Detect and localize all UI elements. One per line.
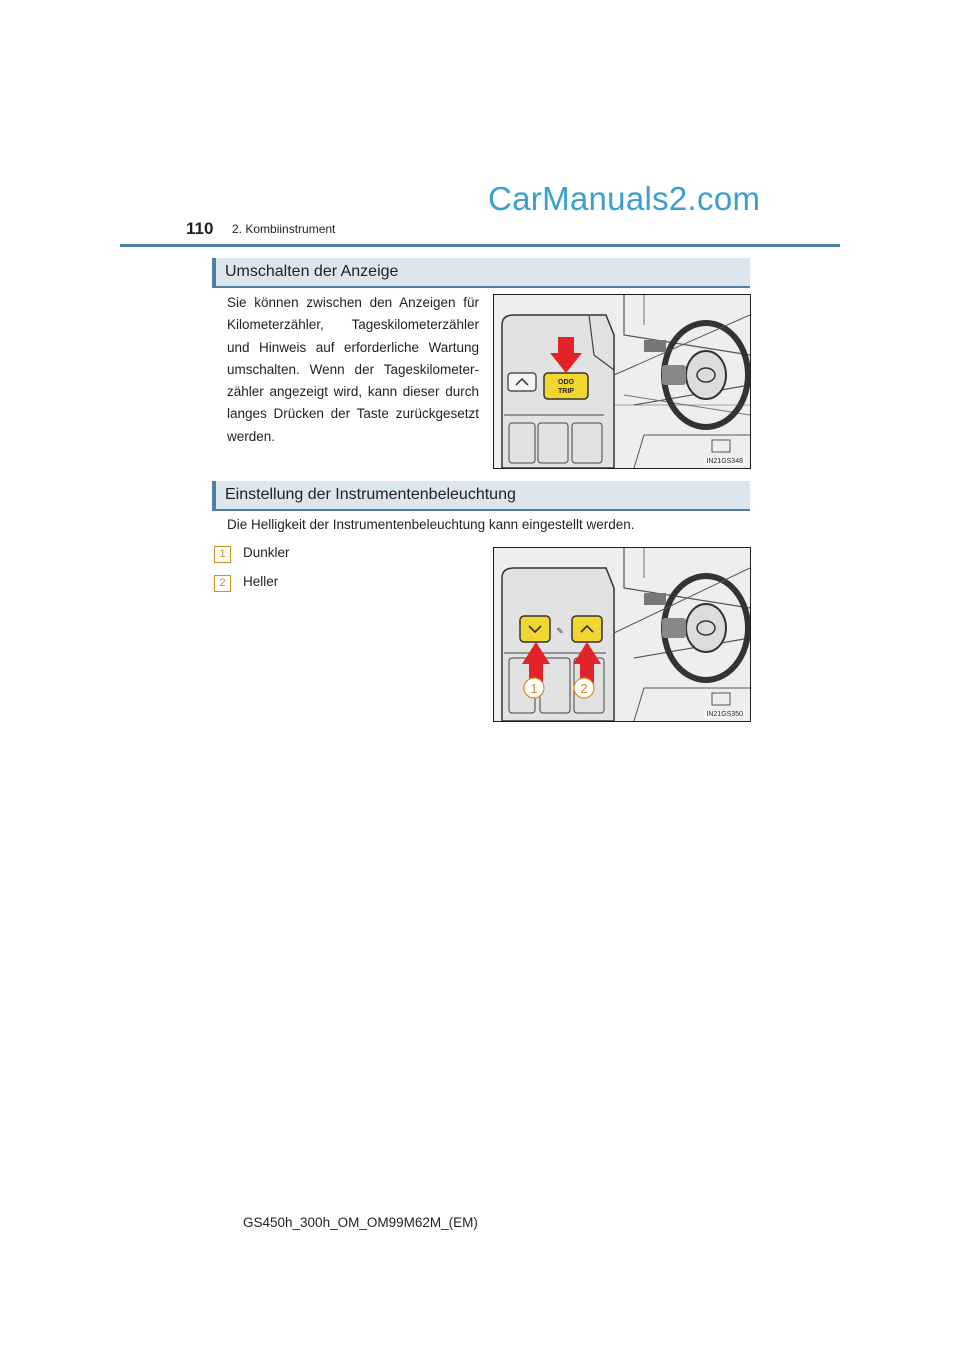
step-number-badge: 1	[214, 546, 231, 563]
body-paragraph: Sie können zwischen den Anzeigen für Kilometerzähler, Tageskilometerzähler und Hinweis auf erforderliche Wartung umschalten. Wenn der Tageskilometer-zähler angezeigt wird, kann dieser durch langes Drücken der Taste zurückgesetzt werden.	[227, 295, 479, 444]
footer-model-code: GS450h_300h_OM_OM99M62M_(EM)	[243, 1215, 478, 1230]
step-label: Dunkler	[243, 545, 290, 560]
figure-code: IN21GS350	[706, 711, 743, 718]
odo-label: ODO	[558, 379, 574, 386]
section-heading-display-switch	[212, 258, 750, 288]
figure-code: IN21GS348	[706, 458, 743, 465]
header-divider	[120, 244, 840, 247]
callout-number: 2	[580, 681, 588, 696]
svg-text:✎: ✎	[556, 626, 564, 636]
odo-trip-button-illustration	[493, 294, 751, 469]
page-number: 110	[186, 219, 214, 238]
brightness-buttons-illustration	[493, 547, 751, 722]
dashboard-drawing	[494, 295, 750, 468]
trip-label: TRIP	[558, 388, 574, 395]
callout-number: 1	[530, 681, 538, 696]
body-paragraph: Die Helligkeit der Instrumentenbeleuchtung kann eingestellt werden.	[227, 517, 635, 532]
section-title: Umschalten der Anzeige	[225, 263, 399, 280]
section-title: Einstellung der Instrumentenbeleuchtung	[225, 486, 516, 503]
dashboard-drawing	[494, 548, 750, 721]
section-heading-brightness	[212, 481, 750, 511]
step-label: Heller	[243, 574, 279, 589]
watermark-logo: CarManuals2.com	[488, 180, 761, 217]
step-number-badge: 2	[214, 575, 231, 592]
chapter-title: 2. Kombiinstrument	[232, 222, 336, 236]
